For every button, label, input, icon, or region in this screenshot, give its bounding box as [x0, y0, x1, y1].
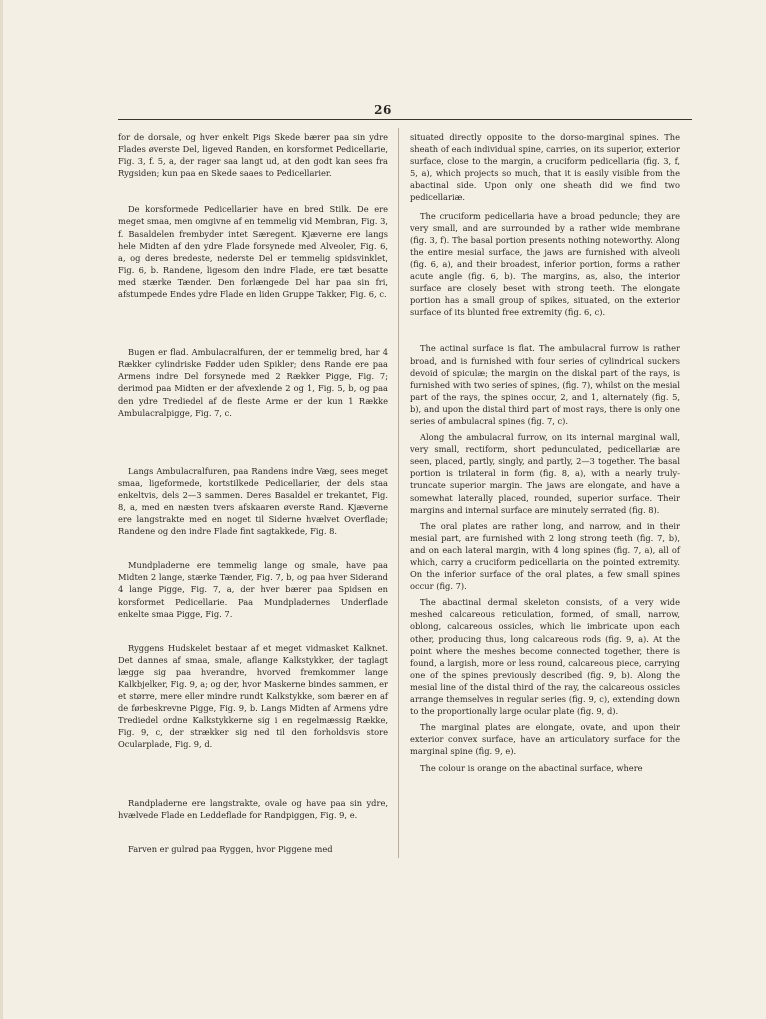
left-paragraph: for de dorsale, og hver enkelt Pigs Skede bærer paa sin ydre Flades øverste Del, ligeved Randen, en korsformet Pedicellarie, Fig. 3, f. 5, a, der rager saa langt ud, at den godt kan sees fra Rygsiden; kun paa en Skede saaes to Pedicellarier. — [118, 132, 388, 179]
column-divider — [398, 128, 399, 858]
right-paragraph: The colour is orange on the abactinal surface, where — [420, 762, 643, 773]
left-paragraph: Langs Ambulacralfuren, paa Randens indre Væg, sees meget smaa, ligeformede, kortstilkede Pedicellarier, der dels staa enkeltvis, dels 2—3 sammen. Deres Basaldel er trekantet, Fig. 8, a, med en næsten tvers afskaaren øverste Rand. Kjæverne ere langstrakte med en noget til Siderne hvælvet Overflade; Randene og den indre Flade fint sagtakkede, Fig. 8. — [118, 465, 388, 537]
right-column-english — [410, 131, 680, 774]
left-paragraph: Randpladerne ere langstrakte, ovale og have paa sin ydre, hvælvede Flade en Leddeflade for Randpiggen, Fig. 9, e. — [118, 797, 388, 820]
left-paragraph: Farven er gulrød paa Ryggen, hvor Piggene med — [128, 843, 333, 854]
right-paragraph: The oral plates are rather long, and narrow, and in their mesial part, are furnished with 2 long strong teeth (fig. 7, b), and on each lateral margin, with 4 long spines (fig. 7, a), all of which, carry a cruciform pedicellaria on the pointed extremity. On the inferior surface of the oral plates, a few small spines occur (fig. 7). — [410, 520, 680, 592]
right-paragraph: The abactinal dermal skeleton consists, of a very wide meshed calcareous reticulation, formed, of small, narrow, oblong, calcareous ossicles, which lie imbricate upon each other, producing thus, long calcareous rods (fig. 9, a). At the point where the meshes become connected together, there is found, a largish, more or less round, calcareous piece, carrying one of the spines previously described (fig. 9, b). Along the mesial line of the distal third of the ray, the calcareous ossicles arrange themselves in regular series (fig. 9, c), extending down to the proportionally large ocular plate (fig. 9, d). — [410, 597, 680, 717]
right-paragraph: situated directly opposite to the dorso-marginal spines. The sheath of each individual spine, carries, on its superior, exterior surface, close to the margin, a cruciform pedicellaria (fig. 3, f, 5, a), which projects so much, that it is easily visible from the abactinal side. Upon only one sheath did we find two pedicellariæ. — [410, 132, 680, 203]
left-paragraph: Ryggens Hudskelet bestaar af et meget vidmasket Kalknet. Det dannes af smaa, smale, aflange Kalkstykker, der taglagt lægge sig paa hverandre, hvorved fremkommer lange Kalkbjelker, Fig. 9, a; og der, hvor Maskerne bindes sammen, er et større, mere eller mindre rundt Kalkstykke, som bærer en af de førbeskrevne Pigge, Fig. 9, b. Langs Midten af Armens ydre Trediedel ordne Kalkstykkerne sig i en regelmæssig Række, Fig. 9, c, der strækker sig ned til den forholdsvis store Ocularplade, Fig. 9, d. — [118, 642, 388, 750]
left-paragraph: De korsformede Pedicellarier have en bred Stilk. De ere meget smaa, men omgivne af en temmelig vid Membran, Fig. 3, f. Basaldelen frembyder intet Særegent. Kjæverne ere langs hele Midten af den ydre Flade forsynede med Alveoler, Fig. 6, a, og deres bredeste, nederste Del er temmelig spidsvinklet, Fig. 6, b. Randene, ligesom den indre Flade, ere tæt besatte med stærke Tænder. Den forlængede Del har paa sin fri, afstumpede Endes ydre Flade en liden Gruppe Takker, Fig. 6, c. — [118, 204, 388, 300]
left-paragraph: Mundpladerne ere temmelig lange og smale, have paa Midten 2 lange, stærke Tænder, Fig. 7, b, og paa hver Siderand 4 lange Pigge, Fig. 7, a, der hver bærer paa Spidsen en korsformet Pedicellarie. Paa Mundpladernes Underflade enkelte smaa Pigge, Fig. 7. — [118, 560, 388, 619]
right-paragraph: The marginal plates are elongate, ovate, and upon their exterior convex surface, have an articulatory surface for the marginal spine (fig. 9, e). — [410, 722, 680, 757]
right-paragraph: The actinal surface is flat. The ambulacral furrow is rather broad, and is furnished with four series of cylindrical suckers devoid of spiculæ; the margin on the diskal part of the rays, is furnished with two series of spines, (fig. 7), whilst on the mesial part of the rays, the spines occur, 2, and 1, alternately (fig. 5, b), and upon the distal third part of most rays, there is only one series of ambulacral spines (fig. 7, c). — [410, 343, 680, 426]
right-paragraph: Along the ambulacral furrow, on its internal marginal wall, very small, rectiform, short pedunculated, pedicellariæ are seen, placed, partly, singly, and partly, 2—3 together. The basal portion is trilateral in form (fig. 8, a), with a nearly truly-truncate superior margin. The jaws are elongate, and have a somewhat laterally placed, rounded, superior surface. Their margins and internal surface are minutely serrated (fig. 8). — [410, 432, 680, 515]
left-column-danish — [118, 131, 388, 855]
header-rule — [118, 119, 692, 120]
left-paragraph: Bugen er flad. Ambulacralfuren, der er temmelig bred, har 4 Rækker cylindriske Fødder uden Spikler; dens Rande ere paa Armens indre Del forsynede med 2 Rækker Pigge, Fig. 7; derimod paa Midten er der afvexlende 2 og 1, Fig. 5, b, og paa den ydre Trediedel af de fleste Arme er der kun 1 Række Ambulacralpigge, Fig. 7, c. — [118, 347, 388, 418]
right-paragraph: The cruciform pedicellaria have a broad peduncle; they are very small, and are surrounded by a rather wide membrane (fig. 3, f). The basal portion presents nothing noteworthy. Along the entire mesial surface, the jaws are furnished with alveoli (fig. 6, a), and their broadest, inferior portion, forms a rather acute angle (fig. 6, b). The margins, as, also, the interior surface are closely beset with strong teeth. The elongate portion has a small group of spikes, situated, on the exterior surface of its blunted free extremity (fig. 6, c). — [410, 210, 680, 318]
page-number: 26 — [374, 103, 392, 117]
